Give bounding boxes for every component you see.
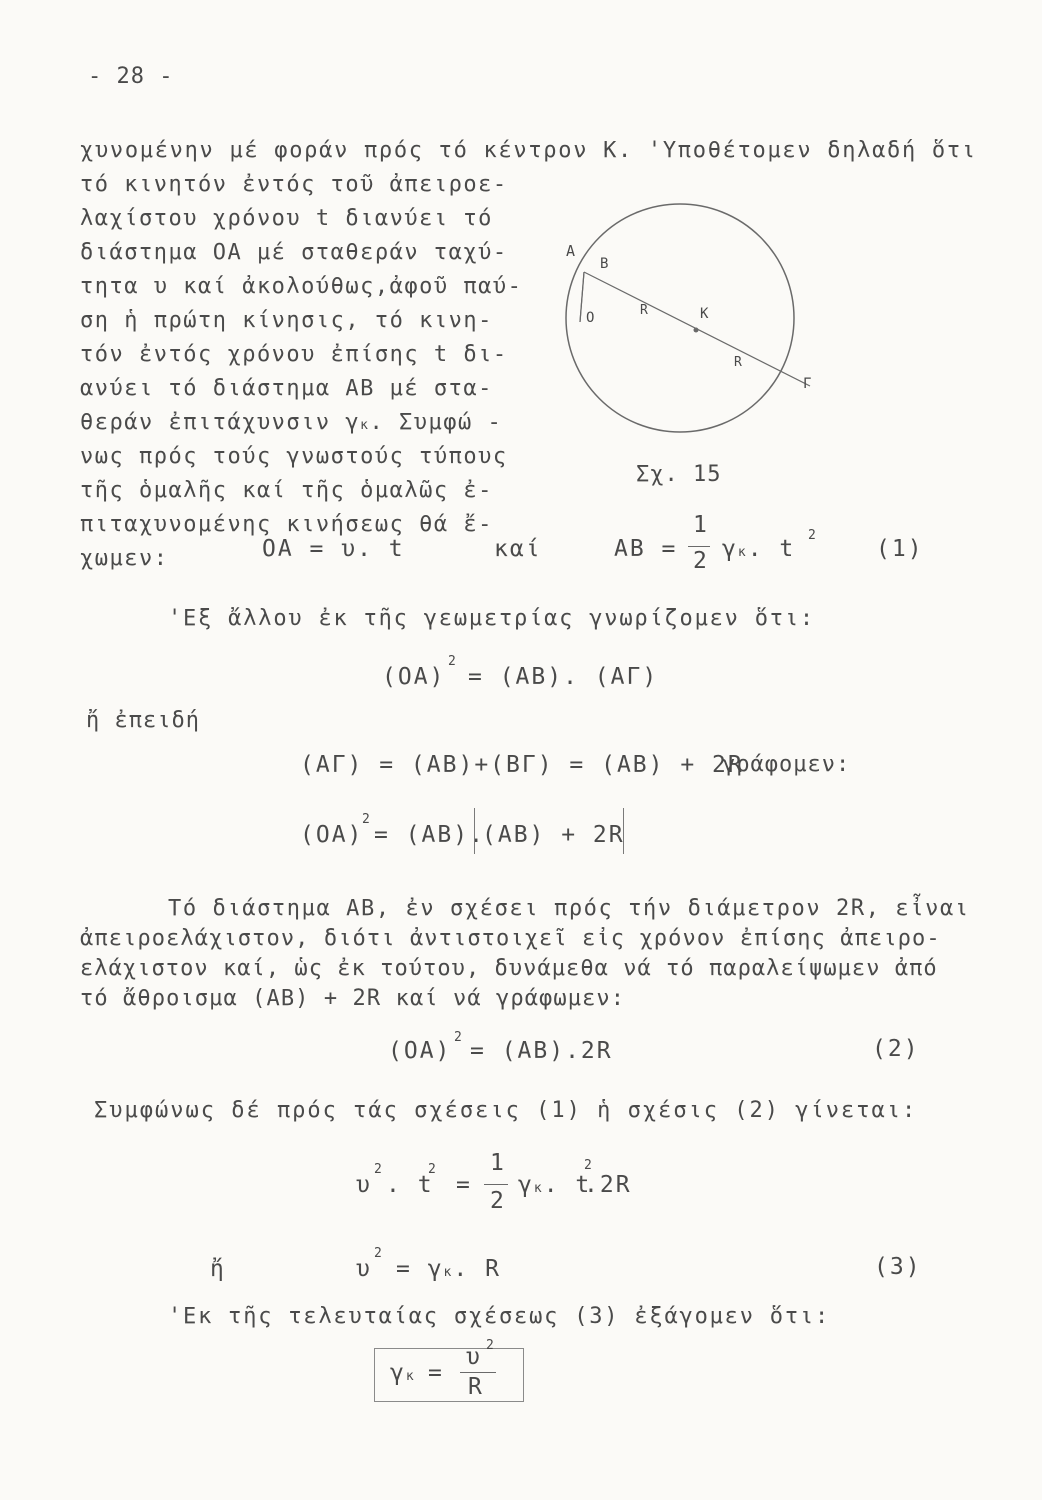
paragraph-line-text: θεράν ἐπιτάχυνσιν γ [80,410,361,435]
equation-oa-ab-inner: (ΑΒ) + 2R [482,822,625,848]
equation-2-left: (ΟΑ) [388,1038,452,1064]
paragraph-line: τό ἄθροισμα (ΑΒ) + 2R καί νά γράφωμεν: [80,986,626,1011]
final-num-exp: 2 [486,1338,494,1353]
label-R1: R [640,303,648,318]
equation-oa-ab-left: (ΟΑ) [300,822,364,848]
equation-1-left: ΟΑ = υ. t [262,536,405,562]
equation-3-r: . R [453,1256,501,1282]
equation-v2t2-t: . t [543,1172,592,1198]
equation-v2t2-v: υ [356,1172,372,1198]
gamma: γ [722,536,738,562]
equation-v2t2-tail2: .2R [584,1172,632,1198]
label-K: K [700,306,709,322]
text-line: 'Εκ τῆς τελευταίας σχέσεως (3) ἐξάγομεν ὅτι: [168,1304,830,1329]
equation-2-exp: 2 [454,1030,462,1045]
label-R2: R [734,355,742,370]
paragraph-line: τητα υ καί ἀκολούθως,ἀφοῦ παύ- [80,274,523,299]
paragraph-line: ἀπειροελάχιστον, διότι ἀντιστοιχεῖ εἰς χρόνον ἐπίσης ἀπειρο- [80,926,941,951]
paragraph-line: ελάχιστον καί, ὡς ἐκ τούτου, δυνάμεθα νά τό παραλείψωμεν ἀπό [80,956,938,981]
label-A: A [566,242,576,260]
equation-3-v: υ [356,1256,372,1282]
equation-v2t2-dot: . t [386,1172,434,1198]
paragraph-line: τῆς ὁμαλῆς καί τῆς ὁμαλῶς ἐ- [80,478,493,503]
equation-oa2-exp: 2 [448,654,456,669]
text-line: 'Εξ ἄλλου ἐκ τῆς γεωμετρίας γνωρίζομεν ὅτι: [168,606,815,631]
paragraph-line: ανύει τό διάστημα ΑΒ μέ στα- [80,376,493,401]
equation-v2t2-rest [518,1172,591,1198]
equation-v2t2-tailexp: 2 [584,1158,592,1173]
final-gamma [390,1360,416,1386]
equation-oa2-left: (ΟΑ) [382,664,446,690]
gamma: γ [390,1360,406,1386]
label-G: Γ [803,376,812,392]
equation-2-right: = (ΑΒ).2R [470,1038,613,1064]
gamma-subscript: κ [360,418,370,433]
equation-1-exponent: 2 [808,528,816,543]
text-line: Συμφώνως δέ πρός τάς σχέσεις (1) ἡ σχέσις (2) γίνεται: [94,1098,918,1123]
equation-v2t2-texp: 2 [428,1162,436,1177]
paragraph-line: πιταχυνομένης κινήσεως θά ἔ- [80,512,493,537]
paragraph-line: χωμεν: [80,546,169,571]
equation-1-num: 1 [693,512,709,538]
gamma-subscript: κ [443,1265,454,1280]
paragraph-line: διάστημα ΟΑ μέ σταθεράν ταχύ- [80,240,508,265]
figure-circle-diagram [560,190,820,450]
equation-1-tag: (1) [876,536,924,562]
equation-v2t2-eq: = [456,1172,472,1198]
paragraph-line: λαχίστου χρόνου t διανύει τό [80,206,493,231]
equation-v2t2-vexp: 2 [374,1162,382,1177]
equation-oa-ab-exp: 2 [362,812,370,827]
final-fraction-bar [460,1372,496,1373]
gamma-subscript: κ [405,1369,416,1384]
gamma: γ [518,1172,534,1198]
paragraph-line: τό κινητόν ἐντός τοῦ ἀπειροε- [80,172,508,197]
equation-1-t: . t [747,536,796,562]
equation-v2t2-fraction-bar [484,1184,508,1185]
equation-ag: (ΑΓ) = (ΑΒ)+(ΒΓ) = (ΑΒ) + 2R [300,752,744,778]
equation-2-tag: (2) [872,1036,920,1062]
equation-1-ab: ΑΒ = [614,536,678,562]
gamma-subscript: κ [533,1181,544,1196]
gamma-subscript: κ [737,545,748,560]
equation-1-and: καί [494,536,542,562]
label-O: O [586,310,595,326]
equation-v2t2-num: 1 [490,1150,506,1176]
final-den: R [468,1374,484,1400]
final-num: υ [466,1344,482,1370]
equation-oa2-right: = (ΑΒ). (ΑΓ) [468,664,659,690]
final-eq: = [428,1360,444,1386]
equation-3-eq: = γ [396,1256,444,1282]
equation-1-rest [722,536,795,562]
paragraph-line: ση ἡ πρώτη κίνησις, τό κινη- [80,308,493,333]
paragraph-line: Τό διάστημα ΑΒ, ἐν σχέσει πρός τήν διάμετρον 2R, εἶναι [168,896,970,921]
equation-v2t2-den: 2 [490,1188,506,1214]
page-number: - 28 - [88,64,174,89]
paragraph-line [80,410,502,435]
paragraph-line: νως πρός τούς γνωστούς τύπους [80,444,508,469]
equation-3-or: ἤ [210,1256,226,1282]
paragraph-line: χυνομένην μέ φοράν πρός τό κέντρον Κ. 'Υποθέτομεν δηλαδή ὅτι [80,138,977,163]
paragraph-line-tail: . Συμφώ - [369,410,503,435]
equation-3-tag: (3) [874,1254,922,1280]
figure-caption: Σχ. 15 [636,462,722,487]
equation-1-fraction-bar [688,546,710,547]
label-B: B [600,256,609,272]
paragraph-line: τόν ἐντός χρόνου ἐπίσης t δι- [80,342,508,367]
equation-3-vexp: 2 [374,1246,382,1261]
equation-oa-ab-mid: = (ΑΒ). [374,822,485,848]
equation-ag-tail: γράφομεν: [722,752,851,777]
equation-1-den: 2 [693,548,709,574]
equation-3-rest [396,1256,501,1282]
text-line: ἤ ἐπειδή [86,708,200,733]
